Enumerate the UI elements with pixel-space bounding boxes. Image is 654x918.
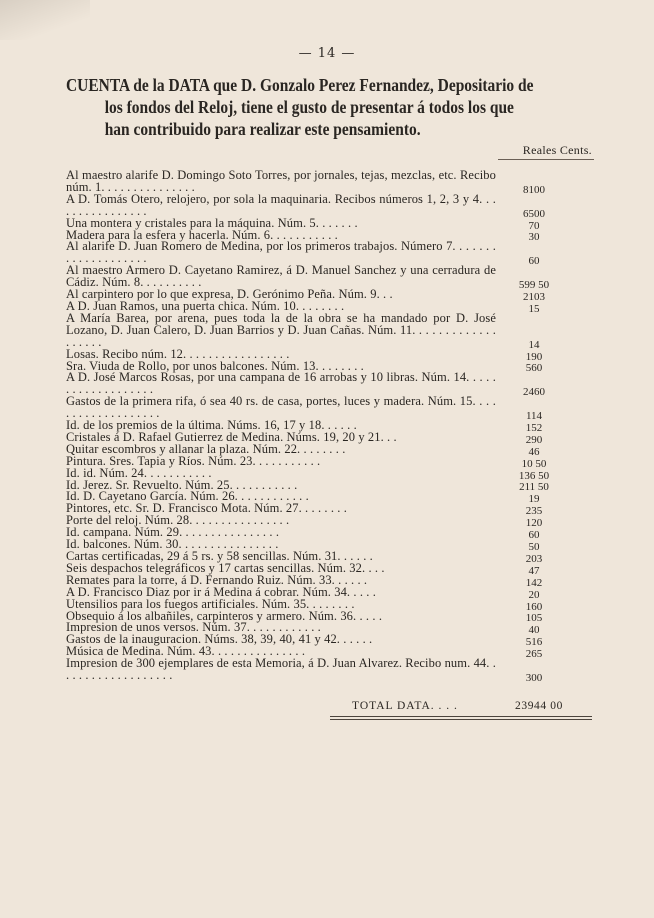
entry-amount: 20 [528,588,540,601]
ledger-entry [66,310,594,351]
entry-amount: 10 50 [521,457,547,470]
paper-stain [0,0,90,40]
entry-amount: 50 [528,541,540,553]
entry-text: Seis despachos telegráficos y 17 cartas sencillas. Núm. 32. . . . [66,560,385,575]
entry-text: Losas. Recibo núm. 12. . . . . . . . . . . . . . . . . [66,346,290,361]
entry-text: Impresion de unos versos. Núm. 37. . . . . . . . . . . . [66,620,321,635]
entry-amount: 265 [525,648,543,661]
entry-text: Al maestro alarife D. Domingo Soto Torres, por jornales, tejas, mezclas, etc. Recibo núm. 1. . . . . . . . . . . . . . . [66,168,496,194]
title-line-3: han contribuido para realizar este pensamiento. [104,119,421,139]
entry-text: A D. Tomás Otero, relojero, por sola la maquinaria. Recibos números 1, 2, 3 y 4. . . . . . . . . . . . . . . . [66,191,496,218]
ledger-entries [66,170,594,682]
ledger-entry [66,263,594,292]
entry-text: Cristales á D. Rafael Gutierrez de Medina. Núms. 19, 20 y 21. . . [66,429,397,444]
total-rule-top [330,716,592,717]
entry-amount: 136 50 [518,469,550,482]
entry-text: Id. D. Cayetano García. Núm. 26. . . . . . . . . . . . [66,489,309,504]
page-number: — 14 — [298,46,356,61]
entry-text: Quitar escombros y allanar la plaza. Núm. 22. . . . . . . . [66,441,346,456]
entry-amount: 190 [525,350,543,363]
entry-amount: 142 [525,576,543,589]
entry-amount: 14 [528,338,540,351]
total-label: TOTAL DATA. . . . [352,700,458,712]
entry-text: Impresion de 300 ejemplares de esta Memoria, á D. Juan Alvarez. Recibo num. 44. . . . . . . . . . . . . . . . . . . [66,656,496,683]
entry-amount: 160 [525,600,543,613]
entry-text: Gastos de la inauguracion. Núms. 38, 39, 40, 41 y 42. . . . . . [66,632,373,647]
entry-text: Pintura. Sres. Tapia y Ríos. Núm. 23. . . . . . . . . . . [66,453,321,468]
ledger-entry [66,370,594,399]
entry-text: Id. balcones. Núm. 30. . . . . . . . . . . . . . . . [66,537,279,552]
page-title [66,74,592,140]
entry-amount: 30 [528,231,540,244]
total-rule-bottom [330,719,592,720]
ledger-entry [66,170,594,194]
ledger-entry [66,658,594,682]
entry-amount: 152 [525,421,543,434]
title-line-1: CUENTA de la DATA que D. Gonzalo Perez Fernandez, Depositario de [66,75,534,95]
entry-text: Pintores, etc. Sr. D. Francisco Mota. Núm. 27. . . . . . . . [66,501,347,516]
entry-amount: 105 [525,612,543,625]
column-header: Reales Cents. [522,143,592,157]
title-line-2: los fondos del Reloj, tiene el gusto de presentar á todos los que [104,97,514,117]
entry-text: Gastos de la primera rifa, ó sea 40 rs. de casa, portes, luces y madera. Núm. 15. . . . . . . . . . . . . . . . . . . [66,394,496,421]
entry-amount: 2103 [523,290,545,303]
entry-text: Una montera y cristales para la máquina. Núm. 5. . . . . . . [66,215,358,230]
entry-amount: 60 [528,529,540,542]
entry-amount: 19 [528,493,540,506]
entry-amount: 300 [525,671,543,684]
entry-text: A D. José Marcos Rosas, por una campana de 16 arrobas y 10 libras. Núm. 14. . . . . . . . . . . . . . . . . . . [66,370,496,397]
entry-amount: 235 [525,505,543,518]
entry-text: Al alarife D. Juan Romero de Medina, por los primeros trabajos. Número 7. . . . . . . . . . . . . . . . . . . . [66,239,496,266]
entry-amount: 47 [528,564,540,577]
entry-text: A D. Francisco Diaz por ir á Medina á cobrar. Núm. 34. . . . . [66,584,376,599]
entry-text: Música de Medina. Núm. 43. . . . . . . . . . . . . . . [66,644,306,659]
entry-text: Obsequio á los albañiles, carpinteros y armero. Núm. 36. . . . . [66,608,383,623]
entry-amount: 211 50 [519,481,549,494]
column-header-rule [498,159,594,160]
entry-text: Al maestro Armero D. Cayetano Ramirez, á D. Manuel Sanchez y una cerradura de Cádiz. Núm. 8. . . . . . . . . . [66,263,496,290]
entry-amount: 6500 [523,207,545,220]
entry-amount: 290 [525,433,543,446]
entry-amount: 203 [525,552,543,565]
total-amount: 23944 00 [515,700,563,712]
entry-text: Id. de los premios de la última. Núms. 16, 17 y 18. . . . . . [66,418,357,433]
entry-text: A D. Juan Ramos, una puerta chica. Núm. 10. . . . . . . . [66,298,345,313]
entry-text: Id. campana. Núm. 29. . . . . . . . . . . . . . . . [66,525,280,540]
entry-amount: 70 [528,219,540,232]
ledger-entry [66,394,594,423]
entry-text: Al carpintero por lo que expresa, D. Gerónimo Peña. Núm. 9. . . [66,287,393,302]
entry-amount: 40 [528,624,540,637]
entry-text: Sra. Viuda de Rollo, por unos balcones. Núm. 13. . . . . . . . [66,358,364,373]
entry-text: Cartas certificadas, 29 á 5 rs. y 58 sencillas. Núm. 31. . . . . . [66,549,373,563]
entry-amount: 560 [525,362,543,375]
entry-amount: 120 [525,517,543,530]
entry-text: Id. id. Núm. 24. . . . . . . . . . . [66,465,212,480]
entry-amount: 8100 [523,183,545,196]
entry-amount: 2460 [523,386,545,399]
ledger-entry [66,191,594,220]
entry-text: Porte del reloj. Núm. 28. . . . . . . . . . . . . . . . [66,513,290,528]
entry-text: Remates para la torre, á D. Fernando Ruiz. Núm. 33. . . . . . [66,572,368,587]
entry-amount: 516 [525,636,543,649]
ledger-entry [66,239,594,268]
entry-amount: 46 [528,445,540,458]
entry-text: Madera para la esfera y hacerla. Núm. 6. . . . . . . . . . . [66,227,338,242]
entry-amount: 599 50 [518,279,550,292]
entry-text: Id. Jerez. Sr. Revuelto. Núm. 25. . . . . . . . . . . [66,477,298,492]
entry-amount: 15 [528,302,540,315]
entry-text: Utensilios para los fuegos artificiales. Núm. 35. . . . . . . . [66,596,355,611]
entry-text: A María Barea, por arena, pues toda la de la obra se ha mandado por D. José Lozano, D. Juan Calero, D. Juan Barrios y D. Juan Cañas. Núm. 11. . . . . . . . . . . . . . . . . . . [66,310,496,349]
entry-amount: 60 [528,255,540,268]
entry-amount: 114 [525,410,543,423]
